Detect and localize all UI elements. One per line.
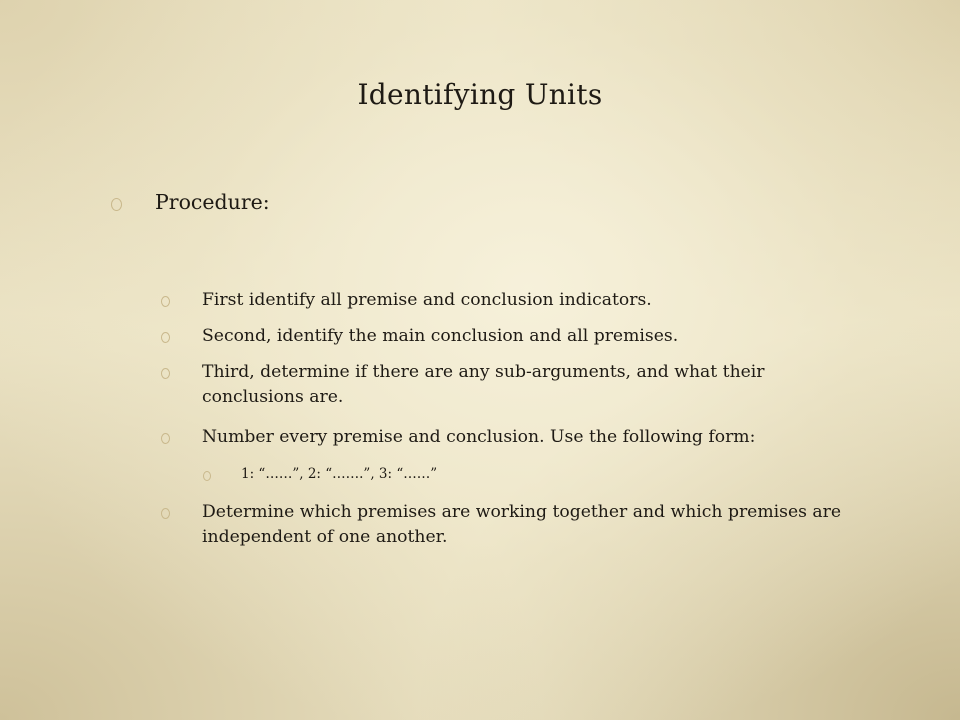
bullet-icon (161, 433, 170, 444)
procedure-heading: Procedure: (155, 190, 270, 214)
bullet-icon (161, 508, 170, 519)
list-item-4: Number every premise and conclusion. Use the following form: (202, 427, 756, 447)
list-item-2: Second, identify the main conclusion and all premises. (202, 326, 679, 346)
slide-title: Identifying Units (357, 78, 603, 111)
bullet-icon (161, 296, 170, 307)
bullet-icon (111, 198, 122, 211)
list-item-3: Third, determine if there are any sub-arguments, and what their conclusions are. (202, 362, 765, 407)
list-item-5: Determine which premises are working together and which premises are independent of one another. (202, 502, 842, 547)
bullet-icon (203, 471, 211, 481)
bullet-icon (161, 332, 170, 343)
list-item-1: First identify all premise and conclusion indicators. (202, 290, 652, 310)
sub-list-item: 1: “……”, 2: “…….”, 3: “……” (241, 466, 438, 482)
bullet-icon (161, 368, 170, 379)
